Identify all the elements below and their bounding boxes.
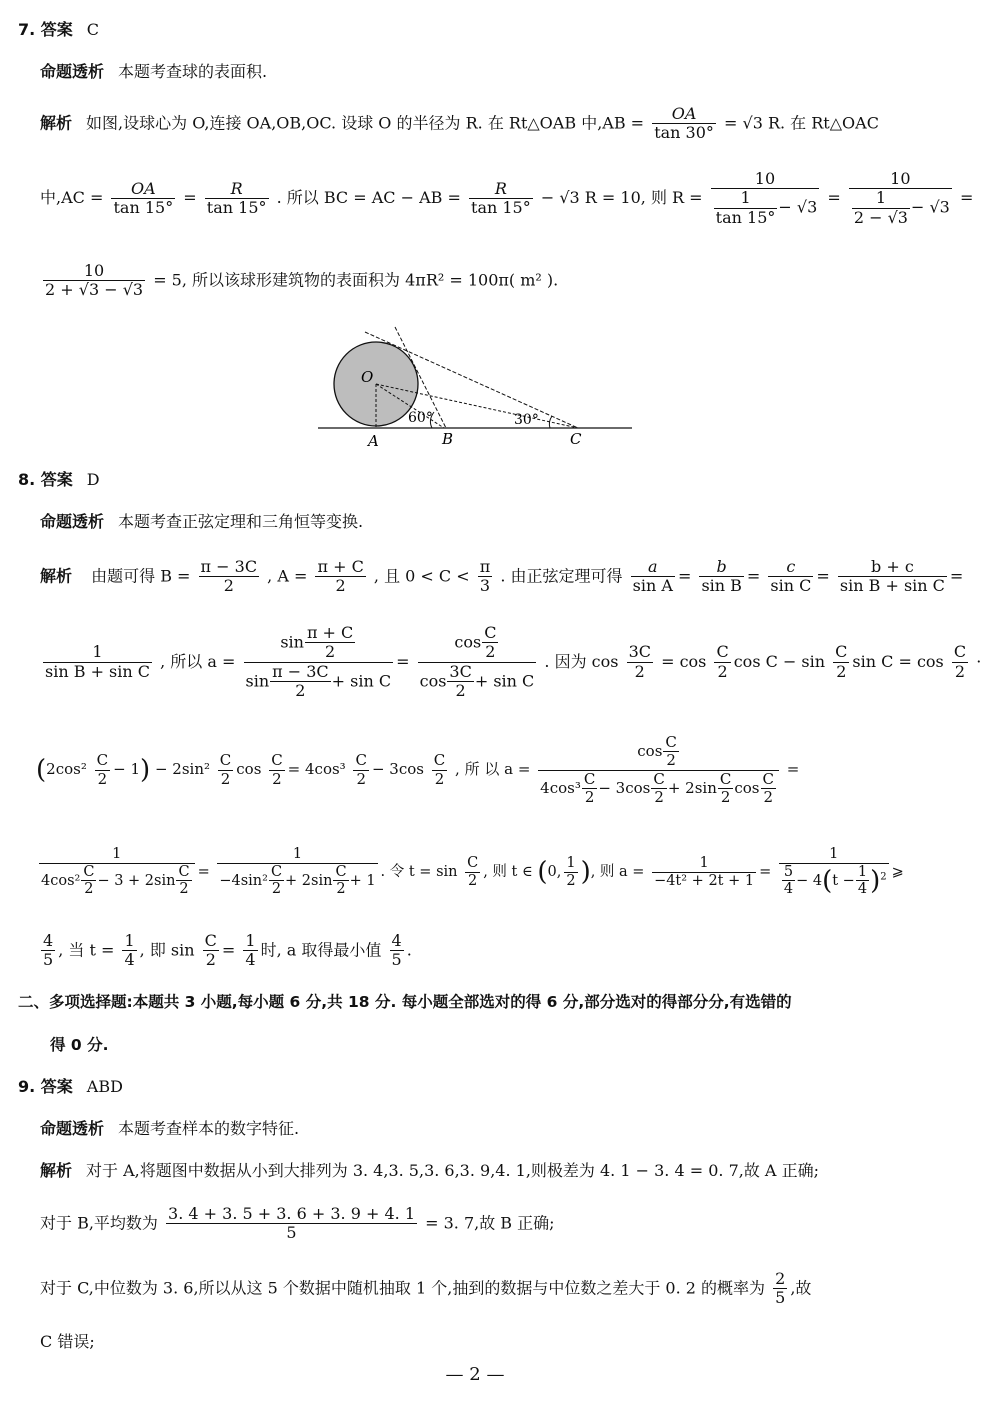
label-b: B	[442, 430, 454, 448]
q7-analysis-line3	[40, 262, 558, 300]
q8-l5-b: , 即 sin	[139, 940, 195, 960]
q8-l2-f1: $\frac{1}{\text{sin B + sin C}}$	[45, 642, 151, 681]
q8-l3-bigfrac: cos $\frac{C}{2}$ 4cos³ $\frac{C}{2}$ − 3cos $\frac{C}{2}$ + 2sin $\frac{C}{2}$ cos $\frac{C}{2}$	[538, 734, 779, 806]
q8-l1-f3: $\frac{\pi}{3}$	[479, 557, 491, 596]
q8-l4-f3: $\frac{C}{2}$	[467, 854, 479, 889]
label-c: C	[570, 430, 582, 448]
q7-topic-line	[40, 64, 267, 80]
q8-l1-f7: $\frac{b + c}{\text{sin B + sin C}}$	[839, 557, 945, 596]
q8-l2-f4: $\frac{3C}{2}$	[628, 642, 651, 681]
q8-analysis-line5	[38, 932, 412, 970]
q9-l3-frac: $\frac{2}{5}$	[775, 1269, 786, 1308]
q8-l1-a: 由题可得 B =	[91, 566, 191, 586]
q9-analysis-line3	[40, 1270, 811, 1308]
q8-l3-g: , 所 以 a =	[455, 760, 531, 778]
q9-analysis-label: 解析	[40, 1161, 73, 1180]
q7-l1-tail: = √3 R. 在 Rt△OAC	[724, 113, 879, 133]
q8-l3-f4: $\frac{C}{2}$	[355, 751, 367, 788]
q7-l2-frac3: $\frac{R}{\tan 15^\circ}$	[471, 178, 531, 218]
q9-analysis-line1	[40, 1163, 819, 1179]
q8-analysis-label: 解析	[40, 566, 73, 586]
q7-l2-frac4: 10 $\frac{1}{\tan 15^\circ}$ − √3	[711, 170, 820, 227]
page-number: — 2 —	[445, 1364, 505, 1385]
q8-l1-f2: $\frac{\pi + C}{2}$	[317, 557, 364, 596]
q8-l1-f1: $\frac{\pi - 3C}{2}$	[200, 557, 258, 596]
q8-l5-f5: $\frac{4}{5}$	[391, 931, 402, 970]
q7-topic-label: 命题透析	[40, 62, 105, 81]
q7-l2-a: 中,AC =	[40, 188, 104, 208]
q7-figure	[310, 322, 640, 452]
q8-l4-a: . 令 t = sin	[380, 864, 458, 881]
q8-l1-f4: $\frac{a}{\text{sin A}}$	[632, 557, 673, 596]
q8-l3-d: cos	[236, 760, 262, 778]
q7-l1-frac: $\frac{OA}{\tan 30^\circ}$	[654, 104, 714, 143]
q8-l3-b: − 1	[113, 760, 140, 778]
q8-l4-int: 0,	[547, 864, 562, 881]
q8-l3-eq: =	[786, 760, 800, 778]
q9-l3-b: ,故	[790, 1278, 812, 1298]
q8-l2-f5: $\frac{C}{2}$	[716, 642, 729, 681]
q8-l3-f1: $\frac{C}{2}$	[96, 751, 109, 788]
q8-l1-d: . 由正弦定理可得	[500, 566, 623, 586]
q9-header	[18, 1079, 123, 1095]
q8-l1-b: , A =	[267, 566, 308, 586]
label-a: A	[368, 432, 379, 450]
q8-l5-a: , 当 t =	[58, 940, 115, 960]
q8-l5-f1: $\frac{4}{5}$	[43, 931, 54, 970]
q9-analysis-line2	[40, 1205, 555, 1243]
q8-l5-c: =	[221, 940, 236, 960]
q8-head: 8. 答案	[18, 470, 73, 489]
q8-l4-f5: $\frac{1}{\text{−4t² + 2t + 1}}$	[654, 854, 755, 889]
q8-l5-f2: $\frac{1}{4}$	[124, 931, 135, 970]
label-60: 60°	[408, 410, 433, 426]
q8-answer: D	[86, 470, 100, 489]
section2-heading: 二、多项选择题:本题共 3 小题,每小题 6 分,共 18 分. 每小题全部选对的得 6 分,部分选对的得部分分,有选错的	[18, 993, 792, 1011]
q8-analysis-line2: $\frac{1}{\text{sin B + sin C}}$ , 所以 a = sin $\frac{\pi + C}{2}$ sin $\frac{\pi - 3C}{2}$ + sin C = cos $\frac{C}{2}$ cos $\frac{3C}{2}$ + sin C . 因为 cos $\frac{3C}{2}$ = cos $\frac{C}{2}$ cos C − sin $\frac{C}{2}$ sin C = cos $\frac{C}{2}$ ·	[45, 623, 981, 701]
q8-l2-a: , 所以 a =	[160, 651, 236, 671]
q8-l4-b: , 则 t ∈	[483, 864, 533, 881]
q7-analysis-line1	[40, 105, 879, 143]
q7-l3-frac: $\frac{10}{2 + √3 - √3}$	[45, 261, 144, 300]
q8-l2-f7: $\frac{C}{2}$	[953, 642, 967, 681]
q9-answer: ABD	[86, 1077, 123, 1096]
q8-l3-f: − 3cos	[371, 760, 424, 778]
q9-analysis-line4: C 错误;	[40, 1332, 95, 1351]
q8-l2-c: = cos	[661, 651, 707, 671]
q8-l2-f6: $\frac{C}{2}$	[835, 642, 848, 681]
q8-l1-f6: $\frac{c}{\text{sin C}}$	[770, 557, 812, 596]
q8-l3-e: = 4cos³	[287, 760, 346, 778]
q7-l2-c: − √3 R = 10, 则 R =	[540, 188, 703, 208]
label-o: O	[361, 368, 374, 386]
q9-topic-label: 命题透析	[40, 1119, 105, 1138]
q8-l4-f6: 1 $\frac{5}{4}$ − 4(t − $\frac{1}{4}$ )$^2$	[779, 846, 889, 898]
q8-topic-label: 命题透析	[40, 512, 105, 531]
q8-l2-d: cos C − sin	[733, 651, 826, 671]
q7-analysis-label: 解析	[40, 113, 73, 133]
q8-analysis-line1: 解析 由题可得 B = $\frac{\pi - 3C}{2}$ , A = $\frac{\pi + C}{2}$ , 且 0 < C < $\frac{\pi}{3}$ . 由正弦定理可得 $\frac{a}{\text{sin A}}$ = $\frac{b}{\text{sin B}}$ = $\frac{c}{\text{sin C}}$ = $\frac{b + c}{\text{sin B + sin C}}$ =	[40, 557, 964, 596]
q8-l2-f3: cos $\frac{C}{2}$ cos $\frac{3C}{2}$ + sin C	[419, 623, 535, 701]
q8-l2-b: . 因为 cos	[544, 651, 619, 671]
q9-l3-a: 对于 C,中位数为 3. 6,所以从这 5 个数据中随机抽取 1 个,抽到的数据与中位数之差大于 0. 2 的概率为	[40, 1278, 766, 1298]
q9-topic-line	[40, 1121, 299, 1137]
q8-l5-f3: $\frac{C}{2}$	[204, 931, 217, 970]
q9-l1: 对于 A,将题图中数据从小到大排列为 3. 4,3. 5,3. 6,3. 9,4. 1,则极差为 4. 1 − 3. 4 = 0. 7,故 A 正确;	[86, 1161, 819, 1180]
q7-l2-frac1: $\frac{OA}{\tan 15^\circ}$	[113, 178, 174, 218]
q9-head: 9. 答案	[18, 1077, 73, 1096]
q8-l1-f5: $\frac{b}{\text{sin B}}$	[701, 557, 742, 596]
q8-l2-f: ·	[976, 651, 981, 671]
q8-topic: 本题考查正弦定理和三角恒等变换.	[118, 512, 364, 531]
q8-l5-e: .	[406, 940, 412, 960]
q7-l1-text: 如图,设球心为 O,连接 OA,OB,OC. 设球 O 的半径为 R. 在 Rt△OAB 中,AB =	[86, 113, 645, 133]
angle-30-arc	[549, 416, 552, 428]
q7-topic: 本题考查球的表面积.	[118, 62, 268, 81]
q7-answer: C	[86, 20, 100, 39]
q8-header	[18, 472, 100, 488]
q8-l3-f5: $\frac{C}{2}$	[433, 751, 446, 788]
q9-l2-frac: $\frac{3. 4 + 3. 5 + 3. 6 + 3. 9 + 4. 1}{5}$	[168, 1204, 415, 1243]
label-30: 30°	[514, 412, 539, 428]
q8-l4-ge: ⩾	[891, 864, 904, 881]
q9-topic: 本题考查样本的数字特征.	[118, 1119, 300, 1138]
q8-l4-f1: 1 4cos² $\frac{C}{2}$ − 3 + 2sin $\frac{C}{2}$	[39, 846, 195, 898]
q8-analysis-line4: 1 4cos² $\frac{C}{2}$ − 3 + 2sin $\frac{C}{2}$ = 1 −4sin² $\frac{C}{2}$ + 2sin $\frac{C}{2}$ + 1 . 令 t = sin $\frac{C}{2}$ , 则 t ∈ (0, $\frac{1}{2}$ ), 则 a = $\frac{1}{\text{−4t² + 2t + 1}}$ = 1 $\frac{5}{4}$ − 4(t − $\frac{1}{4}$ )$^2$ ⩾	[41, 846, 904, 898]
q8-l5-d: 时, a 取得最小值	[260, 940, 382, 960]
q7-analysis-line2: 中,AC = $\frac{OA}{\tan 15^\circ}$ = $\frac{R}{\tan 15^\circ}$ . 所以 BC = AC − AB = $\frac{R}{\tan 15^\circ}$ − √3 R = 10, 则 R = 10 $\frac{1}{\tan 15^\circ}$ − √3 = 10 $\frac{1}{2 - √3}$ − √3 =	[40, 169, 974, 227]
q8-l2-e: sin C = cos	[852, 651, 944, 671]
q8-topic-line	[40, 514, 363, 530]
q8-l3-f2: $\frac{C}{2}$	[219, 751, 232, 788]
q7-l2-frac5: 10 $\frac{1}{2 - √3}$ − √3	[849, 170, 952, 227]
q8-l5-f4: $\frac{1}{4}$	[245, 931, 256, 970]
q9-l2-b: = 3. 7,故 B 正确;	[425, 1213, 555, 1233]
q8-l4-f2: 1 −4sin² $\frac{C}{2}$ + 2sin $\frac{C}{2}$ + 1	[219, 846, 376, 898]
q8-l4-f4: $\frac{1}{2}$	[566, 854, 576, 889]
q8-l3-f3: $\frac{C}{2}$	[271, 751, 283, 788]
q8-l4-c: , 则 a =	[590, 864, 645, 881]
q7-l3-tail: = 5, 所以该球形建筑物的表面积为 4πR² = 100π( m² ).	[153, 270, 559, 290]
q8-l3-a: 2cos²	[46, 760, 87, 778]
q8-l3-c: − 2sin²	[154, 760, 210, 778]
q8-l1-c: , 且 0 < C <	[373, 566, 470, 586]
q7-header	[18, 22, 99, 38]
section2-heading-cont: 得 0 分.	[50, 1036, 109, 1054]
q8-l2-f2: sin $\frac{\pi + C}{2}$ sin $\frac{\pi - 3C}{2}$ + sin C	[245, 623, 392, 701]
q7-l2-frac2: $\frac{R}{\tan 15^\circ}$	[206, 178, 267, 218]
q7-l2-b: . 所以 BC = AC − AB =	[276, 188, 461, 208]
q8-analysis-line3: (2cos² $\frac{C}{2}$ − 1) − 2sin² $\frac{C}{2}$ cos $\frac{C}{2}$ = 4cos³ $\frac{C}{2}$ − 3cos $\frac{C}{2}$ , 所 以 a = cos $\frac{C}{2}$ 4cos³ $\frac{C}{2}$ − 3cos $\frac{C}{2}$ + 2sin $\frac{C}{2}$ cos $\frac{C}{2}$ =	[36, 733, 800, 806]
q9-l2-a: 对于 B,平均数为	[40, 1213, 158, 1233]
q7-head: 7. 答案	[18, 20, 73, 39]
